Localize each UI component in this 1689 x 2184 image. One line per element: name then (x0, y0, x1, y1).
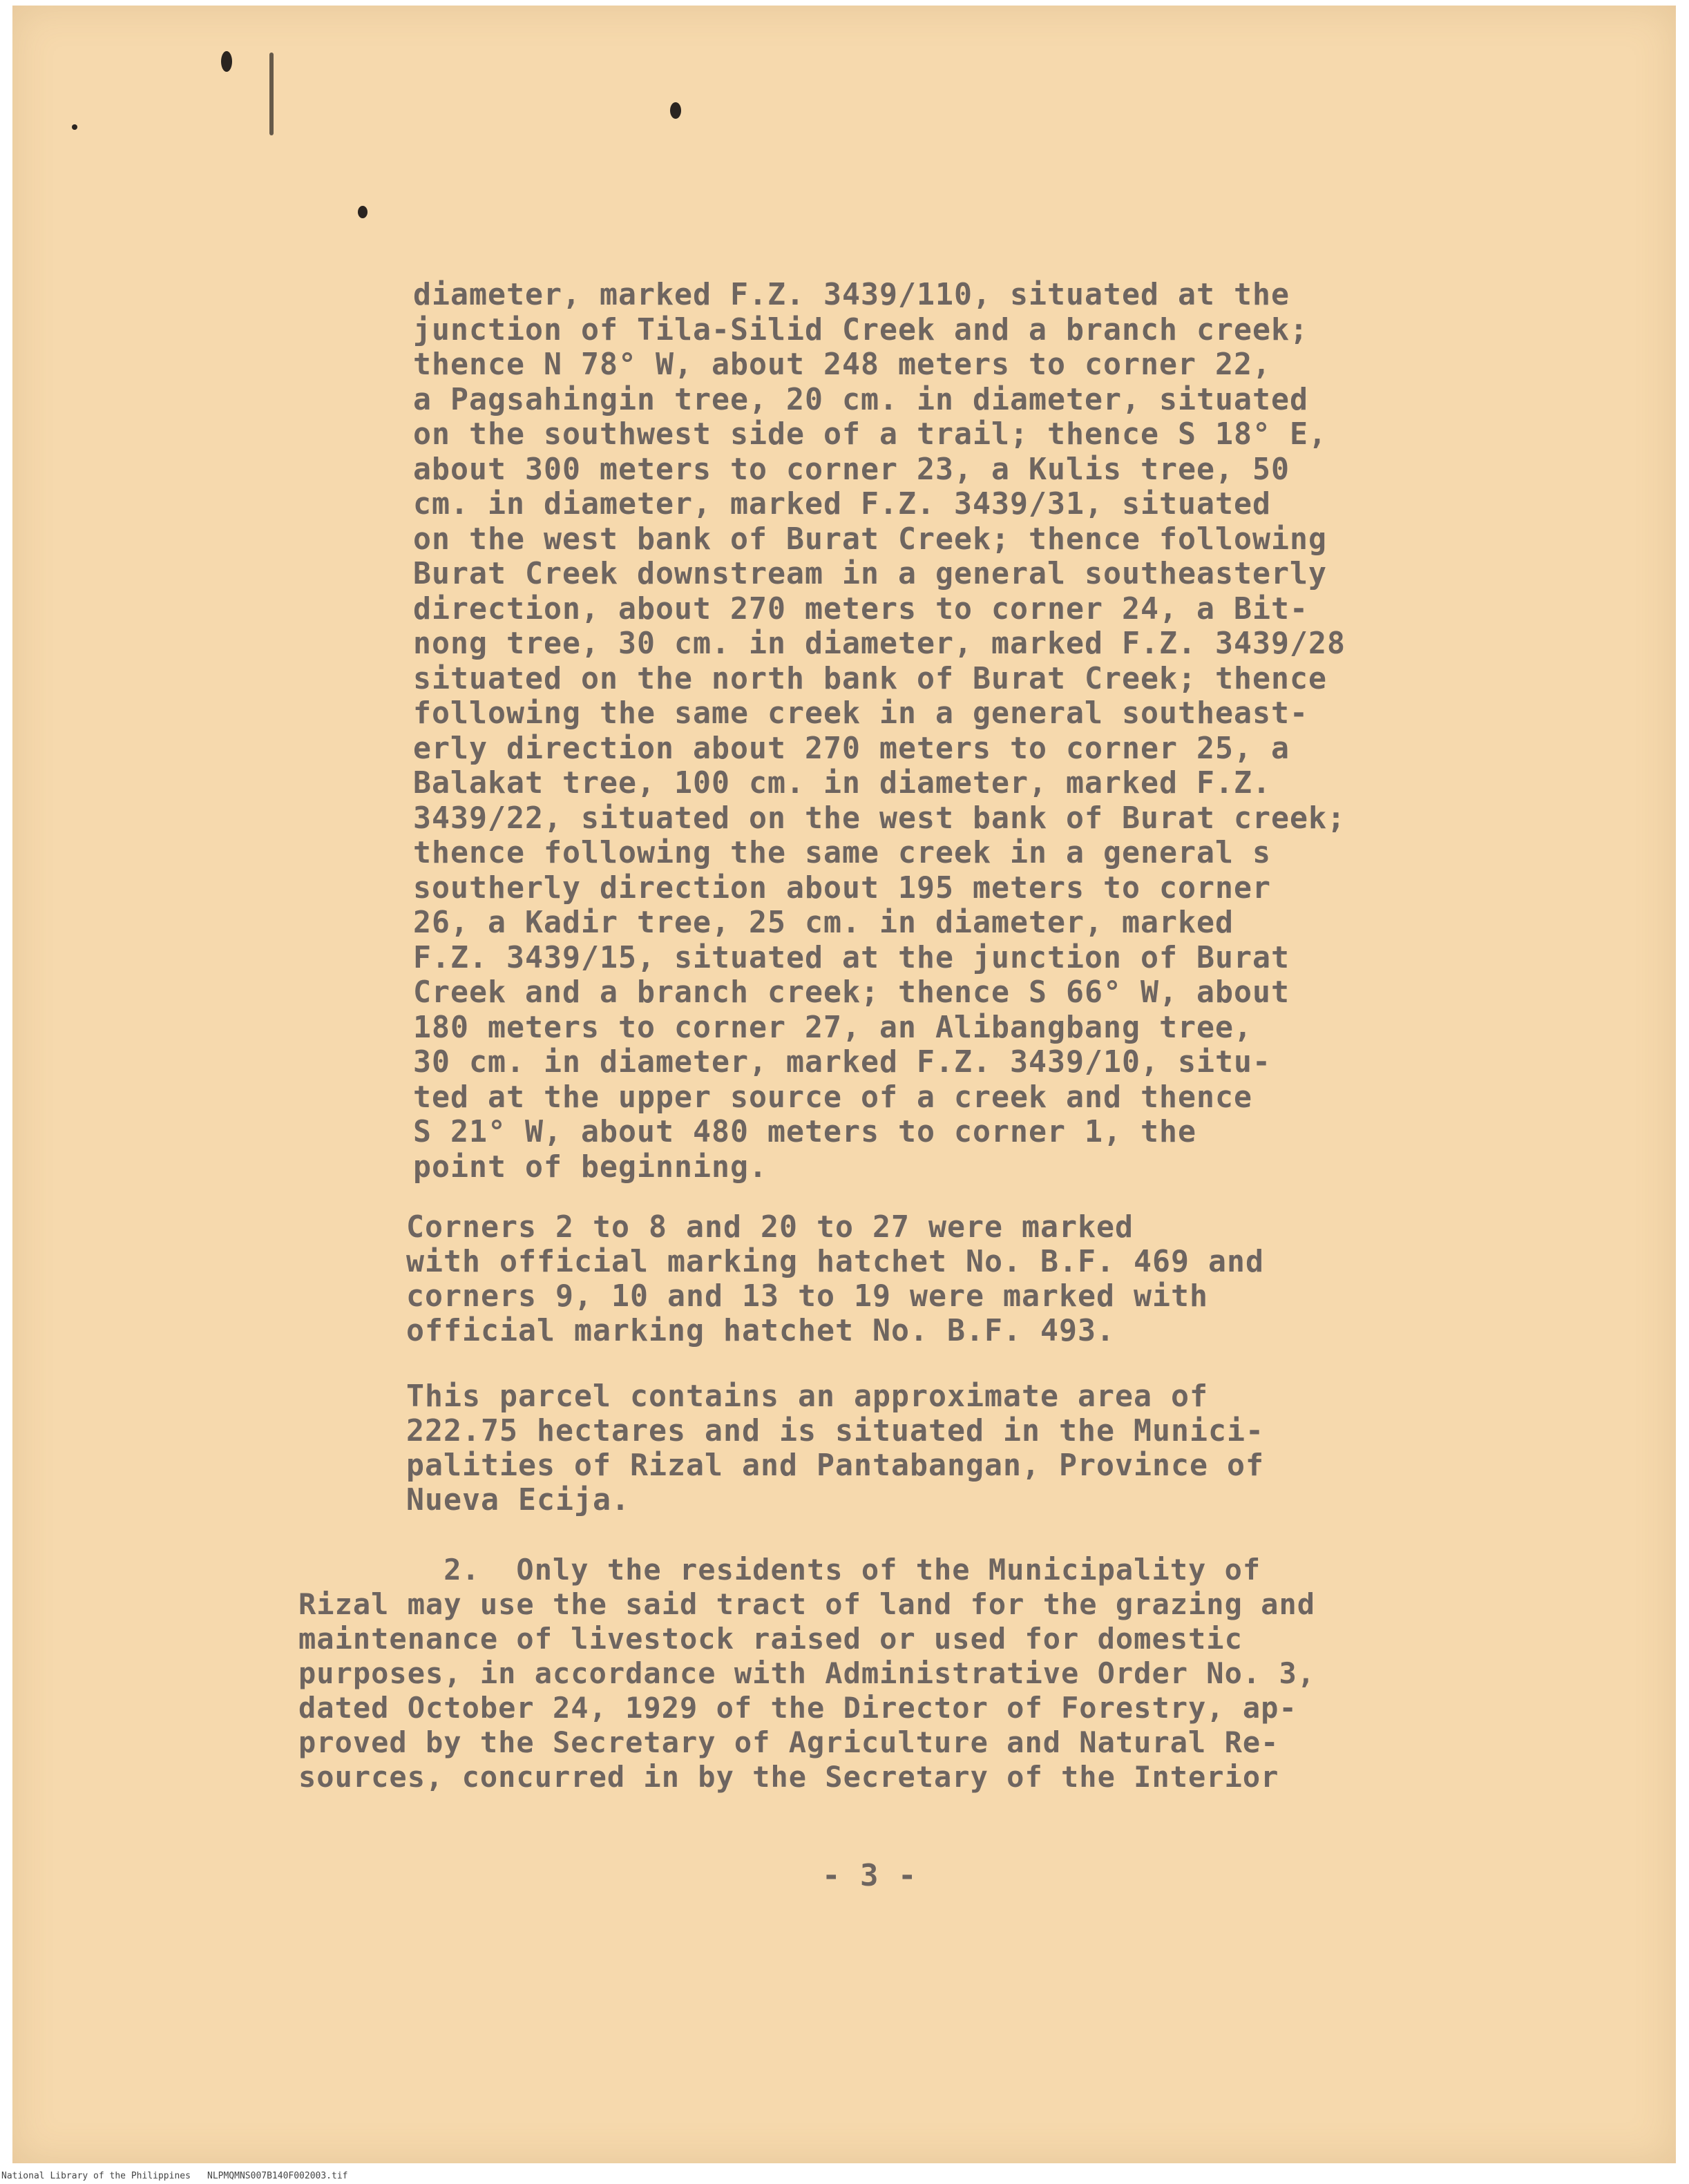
paragraph-corner-markings: Corners 2 to 8 and 20 to 27 were marked with official marking hatchet No. B.F. 469 and corners 9, 10 and 13 to 19 were marked with official marking hatchet No. B.F. 493. (406, 1210, 1265, 1348)
ink-spot (670, 102, 681, 119)
ink-spot (358, 206, 368, 218)
page-number: - 3 - (822, 1858, 917, 1893)
paragraph-parcel-area: This parcel contains an approximate area of 222.75 hectares and is situated in the Munici- palities of Rizal and Pantabangan, Province of Nueva Ecija. (406, 1379, 1265, 1517)
punch-hole (221, 51, 232, 72)
paragraph-boundary-description: diameter, marked F.Z. 3439/110, situated at the junction of Tila-Silid Creek and a branch creek; thence N 78° W, about 248 meters to corner 22, a Pagsahingin tree, 20 cm. in diameter, situated on the southwest side of a trail; thence S 18° E, about 300 meters to corner 23, a Kulis tree, 50 cm. in diameter, marked F.Z. 3439/31, situated on the west bank of Burat Creek; thence following Burat Creek downstream in a general southeasterly direction, about 270 meters to corner 24, a Bit- nong tree, 30 cm. in diameter, marked F.Z. 3439/28 situated on the north bank of Burat Creek; thence following the same creek in a general southeast- erly direction about 270 meters to corner 25, a Balakat tree, 100 cm. in diameter, marked F.Z. 3439/22, situated on the west bank of Burat creek; thence following the same creek in a general s southerly direction about 195 meters to corner 26, a Kadir tree, 25 cm. in diameter, marked F.Z. 3439/15, situated at the junction of Burat Creek and a branch creek; thence S 66° W, about 180 meters to corner 27, an Alibangbang tree, 30 cm. in diameter, marked F.Z. 3439/10, situ- ted at the upper source of a creek and thence S 21° W, about 480 meters to corner 1, the point of beginning. (413, 278, 1346, 1185)
paragraph-usage-rights: 2. Only the residents of the Municipality of Rizal may use the said tract of land for the grazing and maintenance of livestock raised or used for domestic purposes, in accordance with Administrative Order No. 3, dated October 24, 1929 of the Director of Forestry, ap- proved by the Secretary of Agriculture and Natural Re- sources, concurred in by the Secretary of the Interior (298, 1553, 1316, 1794)
footer-library-name: National Library of the Philippines (1, 2171, 191, 2181)
footer-file-name: NLPMQMNS007B140F002003.tif (207, 2171, 348, 2181)
ink-spot (72, 124, 77, 130)
punch-hole (269, 52, 274, 135)
